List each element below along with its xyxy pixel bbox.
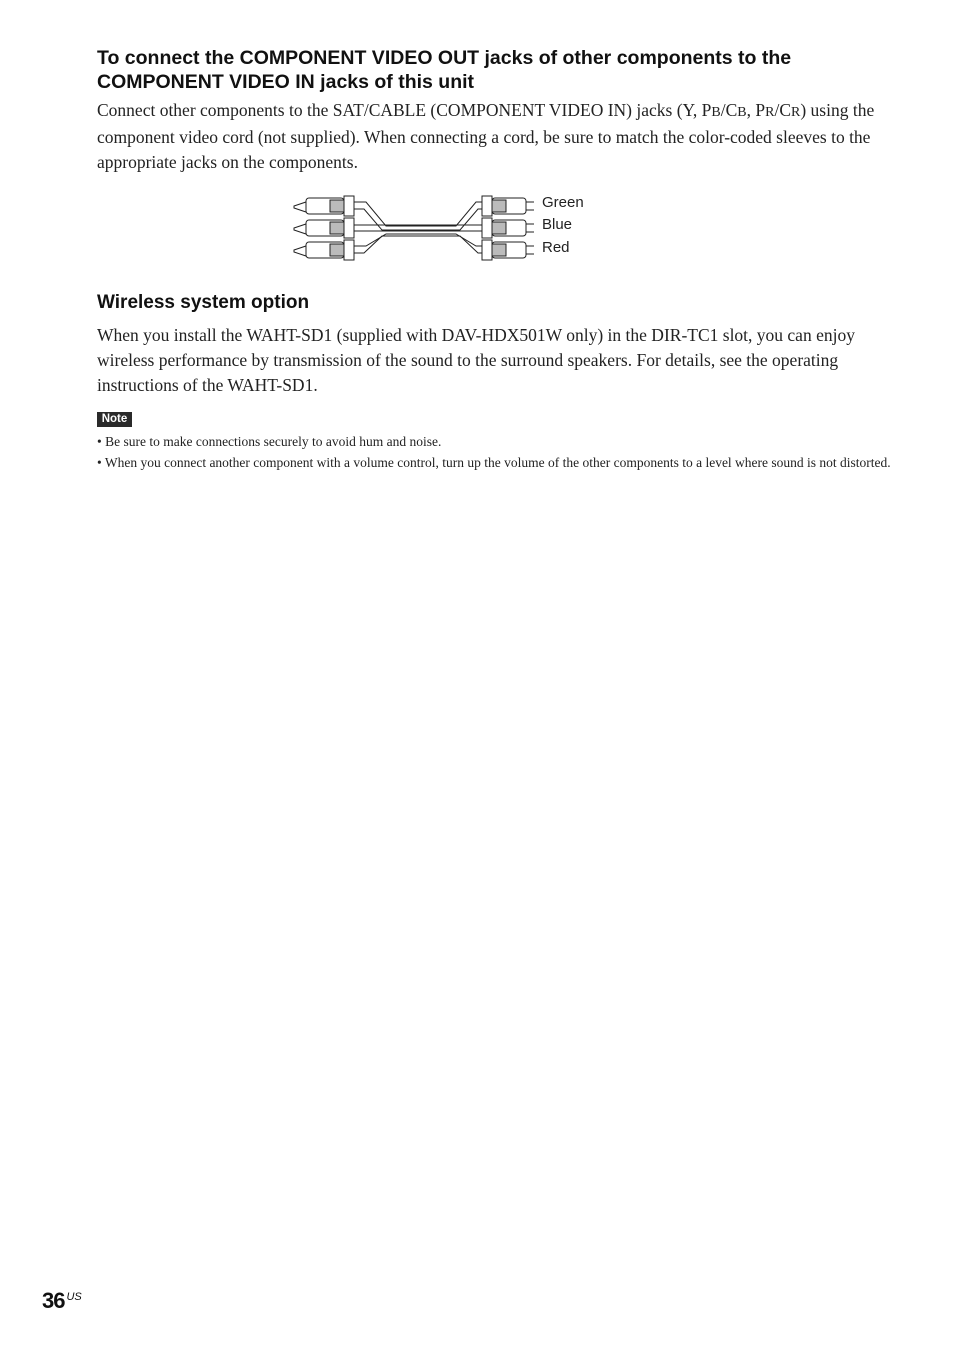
wireless-instructions: When you install the WAHT-SD1 (supplied with DAV-HDX501W only) in the DIR-TC1 slot, you can enjoy wireless performance by transmission of the sound to the surround speakers. For details, see the operating instructions of the WAHT-SD1. xyxy=(97,325,855,395)
left-plug-red xyxy=(294,240,354,260)
cr-text: /C xyxy=(774,100,792,120)
label-green: Green xyxy=(542,194,584,211)
left-plug-green xyxy=(294,196,354,216)
section-heading-wireless: Wireless system option xyxy=(97,292,310,313)
section-heading-component-video: To connect the COMPONENT VIDEO OUT jacks of other components to the COMPONENT VIDEO IN jacks of this unit xyxy=(97,47,792,93)
label-red: Red xyxy=(542,239,570,256)
right-plug-green xyxy=(482,196,534,216)
page-number xyxy=(42,1288,82,1314)
cb-subscript: B xyxy=(737,105,747,120)
pr-subscript: R xyxy=(765,105,775,120)
cb-text: /C xyxy=(720,100,738,120)
pb-subscript: B xyxy=(711,105,721,120)
page-region-suffix: US xyxy=(66,1291,82,1303)
note-item: • Be sure to make connections securely to avoid hum and noise. xyxy=(97,434,442,449)
page-number-value: 36 xyxy=(42,1288,65,1313)
right-plug-red xyxy=(482,240,534,260)
note-list xyxy=(97,431,897,473)
note-item: • When you connect another component with a volume control, turn up the volume of the other components to a level where sound is not distorted. xyxy=(97,455,891,470)
label-blue: Blue xyxy=(542,216,573,233)
para-text-start: Connect other components to the SAT/CABLE (COMPONENT VIDEO IN) jacks (Y, P xyxy=(97,100,712,120)
pr-text: , P xyxy=(746,100,766,120)
right-plug-blue xyxy=(482,218,534,238)
note-badge: Note xyxy=(97,412,132,427)
para-text-end: ) using the component video cord (not supplied). When connecting a cord, be sure to match the color-coded sleeves to the appropriate jacks on the components. xyxy=(97,100,875,172)
component-video-instructions xyxy=(97,98,887,175)
cr-subscript: R xyxy=(791,105,801,120)
left-plug-blue xyxy=(294,218,354,238)
component-video-cord-diagram xyxy=(286,188,606,268)
